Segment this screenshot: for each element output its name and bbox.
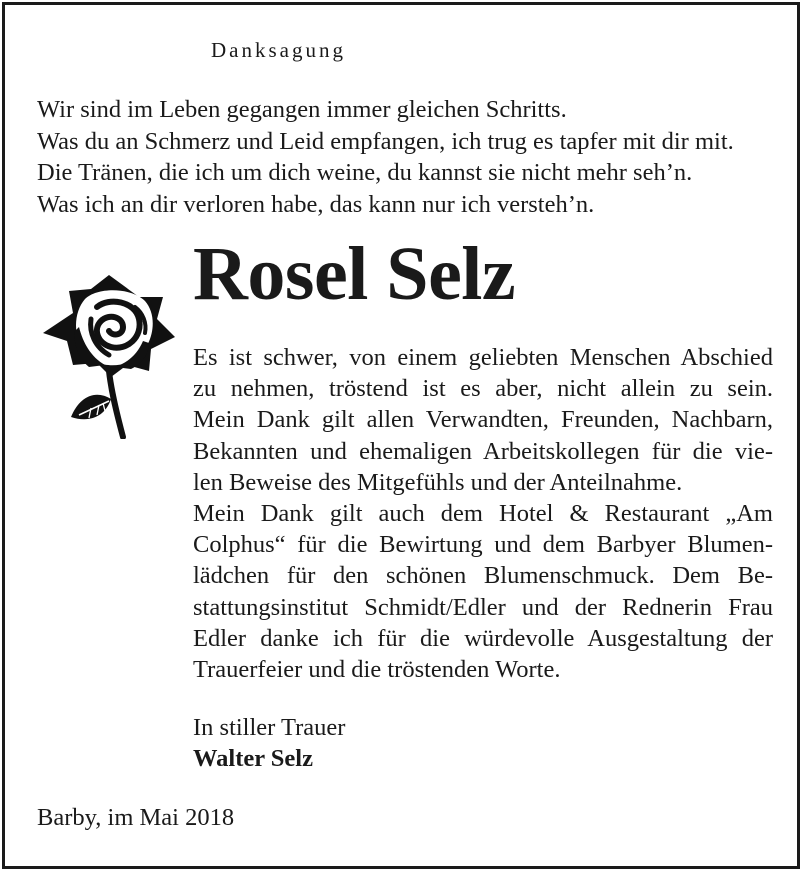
poem [37, 94, 734, 220]
text-line: Bekannten und ehemaligen Arbeitskollegen für die vie- [193, 437, 773, 465]
text-line: Colphus“ für die Bewirtung und dem Barbyer Blumen- [193, 531, 773, 559]
text-line: len Beweise des Mitgefühls und der Anteilnahme. [193, 468, 683, 496]
obituary-notice [2, 2, 800, 869]
acknowledgement-text [193, 342, 773, 685]
deceased-name: Rosel Selz [193, 232, 516, 316]
closing-phrase: In stiller Trauer [193, 714, 346, 741]
heading: Danksagung [211, 38, 346, 62]
signer-name: Walter Selz [193, 745, 313, 772]
text-line: Es ist schwer, von einem geliebten Menschen Abschied [193, 344, 773, 371]
closing [193, 712, 345, 774]
text-line: Trauerfeier und die tröstenden Worte. [193, 656, 561, 684]
poem-line: Die Tränen, die ich um dich weine, du kannst sie nicht mehr seh’n. [37, 159, 693, 186]
text-line: lädchen für den schönen Blumenschmuck. Dem Be- [193, 562, 773, 590]
text-line: Mein Dank gilt allen Verwandten, Freunden, Nachbarn, [193, 406, 773, 434]
text-line: Edler danke ich für die würdevolle Ausgestaltung der [193, 624, 773, 652]
poem-line: Was du an Schmerz und Leid empfangen, ich trug es tapfer mit dir mit. [37, 127, 734, 155]
text-line: stattungsinstitut Schmidt/Edler und der Rednerin Frau [193, 593, 773, 621]
text-line: Mein Dank gilt auch dem Hotel & Restaurant „Am [193, 500, 773, 528]
poem-line: Was ich an dir verloren habe, das kann nur ich versteh’n. [37, 190, 595, 218]
rose-icon [39, 267, 179, 439]
poem-line: Wir sind im Leben gegangen immer gleichen Schritts. [37, 96, 567, 123]
text-line: zu nehmen, tröstend ist es aber, nicht allein zu sein. [193, 375, 773, 403]
place-date: Barby, im Mai 2018 [37, 804, 235, 831]
